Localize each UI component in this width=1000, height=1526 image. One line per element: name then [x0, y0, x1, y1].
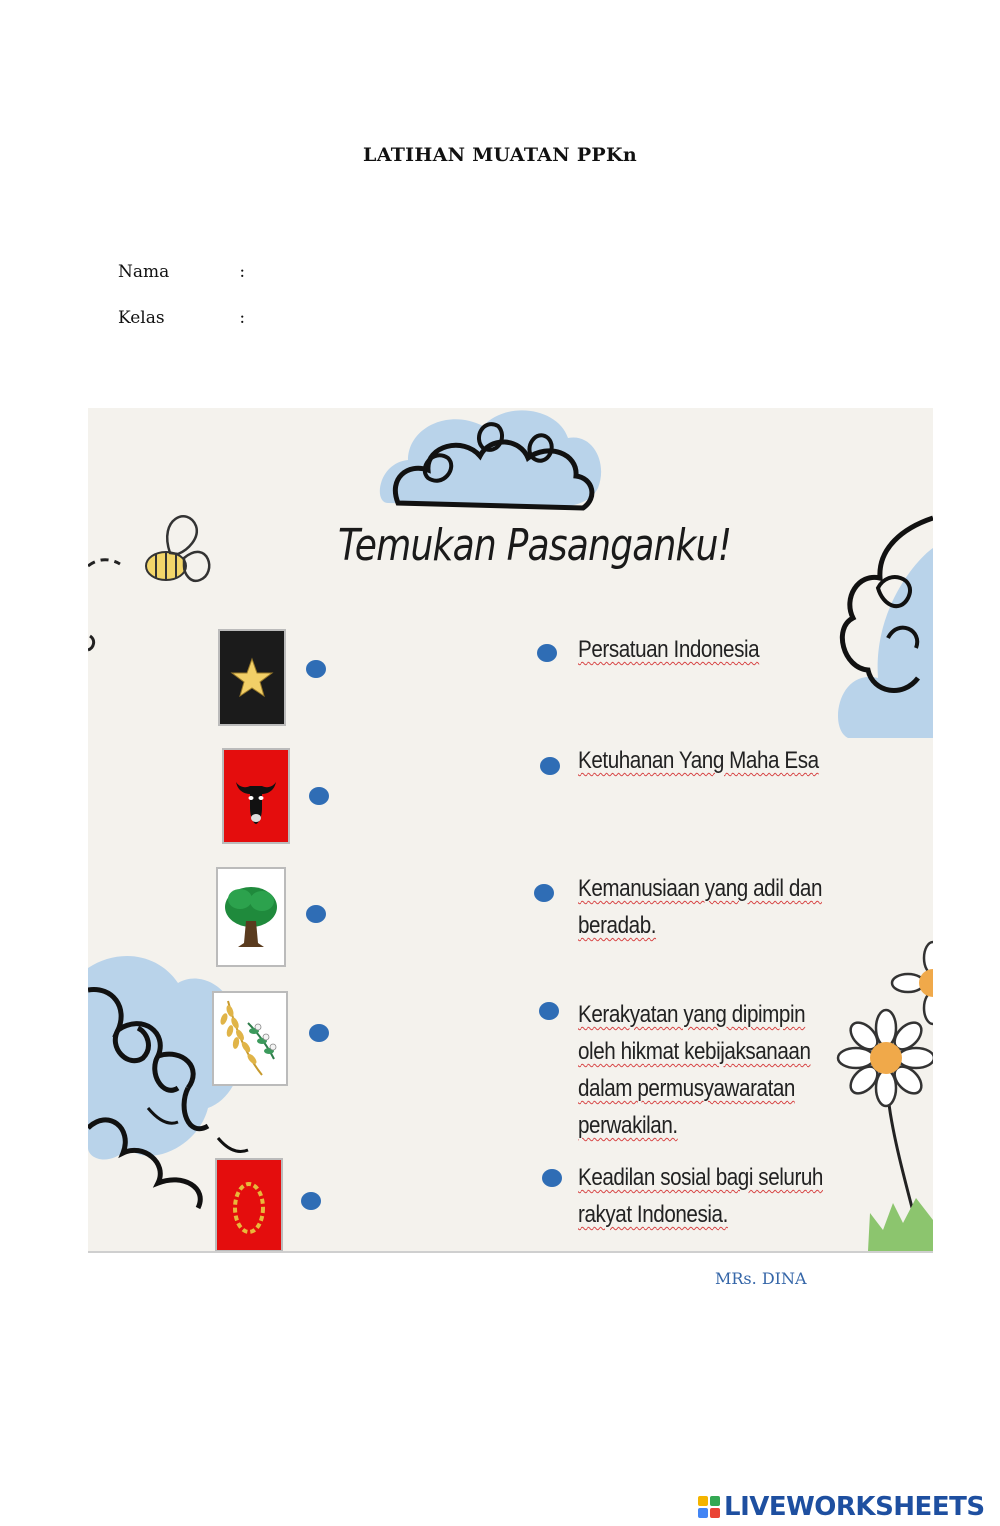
class-label: Kelas [118, 308, 165, 328]
sila-persatuan [578, 631, 759, 668]
page-title: LATIHAN MUATAN PPKn [363, 144, 637, 166]
sila-dot[interactable] [539, 1002, 559, 1020]
liveworksheets-logo [698, 1492, 985, 1522]
brand-name: LIVEWORKSHEETS [724, 1492, 985, 1522]
sila-dot[interactable] [534, 884, 554, 902]
activity-heading: Temukan Pasanganku! [338, 520, 732, 571]
symbol-dot[interactable] [306, 905, 326, 923]
symbol-dot[interactable] [309, 787, 329, 805]
symbol-rice-cotton [212, 991, 288, 1086]
sila-line: beradab. [578, 912, 657, 939]
cloud-icon [380, 410, 601, 508]
sila-ketuhanan [578, 742, 819, 779]
name-separator: : [239, 262, 246, 282]
symbol-chain [215, 1158, 283, 1252]
class-field [118, 308, 245, 328]
sila-line: Ketuhanan Yang Maha Esa [578, 747, 819, 774]
bee-icon [88, 516, 209, 581]
class-separator: : [239, 308, 246, 328]
sila-kemanusiaan [578, 870, 822, 944]
sila-line: Kerakyatan yang dipimpin [578, 1001, 806, 1028]
sila-kerakyatan [578, 996, 845, 1144]
sila-keadilan [578, 1159, 823, 1233]
author-credit: MRs. DINA [715, 1269, 807, 1288]
sila-line: Keadilan sosial bagi seluruh [578, 1164, 823, 1191]
sila-line: perwakilan. [578, 1112, 678, 1139]
symbol-dot[interactable] [306, 660, 326, 678]
sila-dot[interactable] [540, 757, 560, 775]
name-field [118, 262, 245, 282]
sila-line: dalam permusyawaratan [578, 1075, 795, 1102]
class-input[interactable] [248, 306, 672, 330]
sila-line: Persatuan Indonesia [578, 636, 760, 663]
chain-symbol-icon [217, 1160, 281, 1250]
symbol-star [218, 629, 286, 726]
sila-line: Kemanusiaan yang adil dan [578, 875, 822, 902]
sila-line: oleh hikmat kebijaksanaan [578, 1038, 811, 1065]
sila-dot[interactable] [537, 644, 557, 662]
star-symbol-icon [220, 631, 284, 724]
rice-cotton-symbol-icon [214, 993, 286, 1084]
flower-icon [838, 942, 933, 1251]
symbol-bull [222, 748, 290, 844]
sila-line: rakyat Indonesia. [578, 1201, 728, 1228]
liveworksheets-grid-icon [698, 1496, 720, 1518]
name-input[interactable] [248, 260, 672, 284]
symbol-dot[interactable] [301, 1192, 321, 1210]
symbol-dot[interactable] [309, 1024, 329, 1042]
sila-dot[interactable] [542, 1169, 562, 1187]
bull-head-symbol-icon [224, 750, 288, 842]
cloud-icon [838, 518, 933, 738]
matching-activity-card [88, 408, 933, 1253]
symbol-tree [216, 867, 286, 967]
banyan-tree-symbol-icon [218, 869, 284, 965]
name-label: Nama [118, 262, 170, 282]
